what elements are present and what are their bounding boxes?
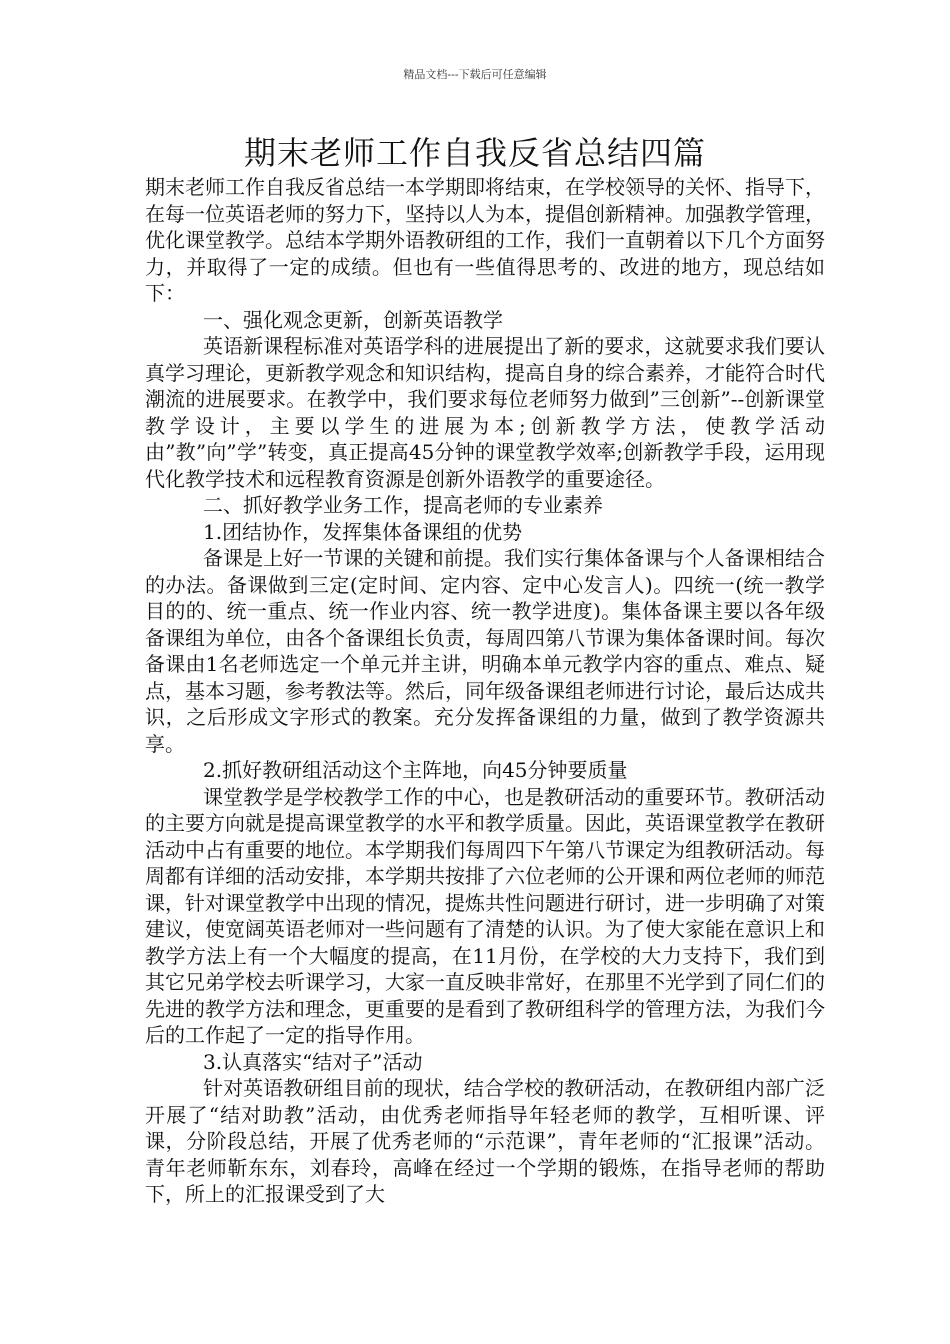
intro-paragraph: 期末老师工作自我反省总结一本学期即将结束，在学校领导的关怀、指导下，在每一位英语老师的努力下，坚持以人为本，提倡创新精神。加强教学管理，优化课堂教学。总结本学期外语教研组的工作，我们一直朝着以下几个方面努力，并取得了一定的成绩。但也有一些值得思考的、改进的地方，现总结如下： [145,175,825,305]
header-note: 精品文档---下载后可任意编辑 [403,68,547,81]
document-body [145,174,825,1208]
section-heading-1: 一、强化观念更新，创新英语教学 [203,307,503,332]
subsection-paragraph-3: 针对英语教研组目前的现状，结合学校的教研活动，在教研组内部广泛开展了“结对助教”活动，由优秀老师指导年轻老师的教学，互相听课、评课，分阶段总结，开展了优秀老师的“示范课”，青年老师的“汇报课”活动。青年老师靳东东，刘春玲，高峰在经过一个学期的锻炼，在指导老师的帮助下，所上的汇报课受到了大 [145,1076,825,1206]
section-paragraph-1: 英语新课程标准对英语学科的进展提出了新的要求，这就要求我们要认真学习理论，更新教学观念和知识结构，提高自身的综合素养，才能符合时代潮流的进展要求。在教学中，我们要求每位老师努力做到”三创新”--创新课堂教学设计，主要以学生的进展为本;创新教学方法，使教学活动由”教”向”学”转变，真正提高45分钟的课堂教学效率;创新教学手段，运用现代化教学技术和远程教育资源是创新外语教学的重要途径。 [145,334,825,491]
document-title: 期末老师工作自我反省总结四篇 [243,134,706,172]
subsection-heading-3: 3.认真落实“结对子”活动 [203,1049,423,1074]
subsection-heading-2: 2.抓好教研组活动这个主阵地，向45分钟要质量 [203,758,628,782]
subsection-paragraph-1: 备课是上好一节课的关键和前提。我们实行集体备课与个人备课相结合的办法。备课做到三定(定时间、定内容、定中心发言人)。四统一(统一教学目的的、统一重点、统一作业内容、统一教学进度)。集体备课主要以各年级备课组为单位，由各个备课组长负责，每周四第八节课为集体备课时间。每次备课由1名老师选定一个单元并主讲，明确本单元教学内容的重点、难点、疑点，基本习题，参考教法等。然后，同年级备课组老师进行讨论，最后达成共识，之后形成文字形式的教案。充分发挥备课组的力量，做到了教学资源共享。 [145,546,825,756]
subsection-heading-1: 1.团结协作，发挥集体备课组的优势 [203,519,523,544]
subsection-paragraph-2: 课堂教学是学校教学工作的中心，也是教研活动的重要环节。教研活动的主要方向就是提高课堂教学的水平和教学质量。因此，英语课堂教学在教研活动中占有重要的地位。本学期我们每周四下午第八节课定为组教研活动。每周都有详细的活动安排，本学期共按排了六位老师的公开课和两位老师的师范课，针对课堂教学中出现的情况，提炼共性问题进行研讨，进一步明确了对策建议，使宽阔英语老师对一些问题有了清楚的认识。为了使大家能在意识上和教学方法上有一个大幅度的提高，在11月份，在学校的大力支持下，我们到其它兄弟学校去听课学习，大家一直反映非常好，在那里不光学到了同仁们的先进的教学方法和理念，更重要的是看到了教研组科学的管理方法，为我们今后的工作起了一定的指导作用。 [145,784,825,1047]
section-heading-2: 二、抓好教学业务工作，提高老师的专业素养 [203,493,603,517]
